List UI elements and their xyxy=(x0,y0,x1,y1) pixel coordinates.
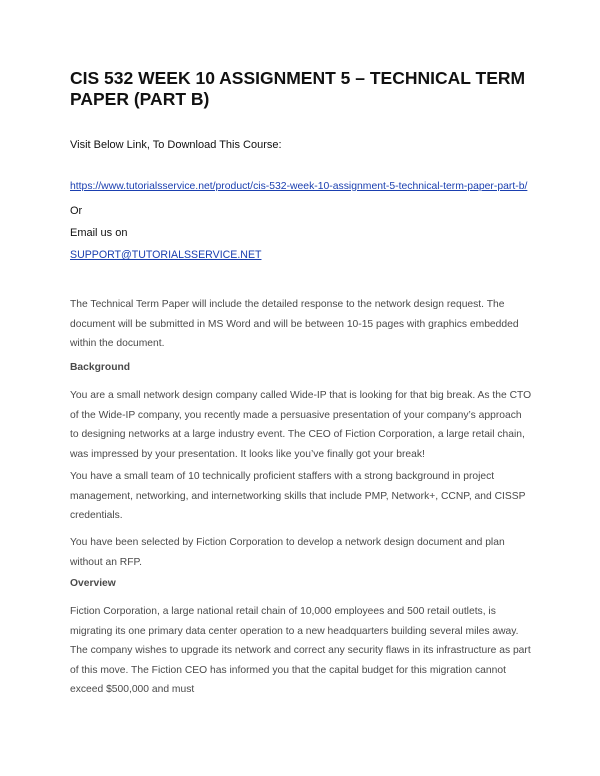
email-link[interactable]: SUPPORT@TUTORIALSSERVICE.NET xyxy=(70,249,262,261)
intro-text: Visit Below Link, To Download This Course: xyxy=(70,139,282,151)
paragraph-overview: Fiction Corporation, a large national retail chain of 10,000 employees and 500 retail outlets, is migrating its one primary data center operation to a new headquarters building several miles away. The company wishes to upgrade its network and correct any security flaws in its infrastructure as part of this move. The Fiction CEO has informed you that the capital budget for this migration cannot exceed $500,000 and must xyxy=(70,606,531,695)
paragraph-background: You are a small network design company called Wide-IP that is looking for that big break. As the CTO of the Wide-IP company, you recently made a persuasive presentation of your company’s approach to designing networks at a large industry event. The CEO of Fiction Corporation, a large retail chain, was impressed by your presentation. It looks like you’ve finally got your break! xyxy=(70,390,532,460)
background-heading: Background xyxy=(70,362,131,373)
or-text: Or xyxy=(70,205,83,217)
paragraph-selection: You have been selected by Fiction Corporation to develop a network design document and plan without an RFP. xyxy=(70,537,505,568)
course-link[interactable]: https://www.tutorialsservice.net/product/cis-532-week-10-assignment-5-technical-term-paper-part-b/ xyxy=(70,181,528,192)
overview-heading: Overview xyxy=(70,578,116,589)
paragraph-intro: The Technical Term Paper will include the detailed response to the network design request. The document will be submitted in MS Word and will be between 10-15 pages with graphics embedded within the document. xyxy=(70,299,519,349)
page-title: CIS 532 WEEK 10 ASSIGNMENT 5 – TECHNICAL TERM PAPER (PART B) xyxy=(70,68,526,109)
email-label: Email us on xyxy=(70,227,128,239)
paragraph-team: You have a small team of 10 technically proficient staffers with a strong background in project management, networking, and internetworking skills that include PMP, Network+, CCNP, and CISSP credentials. xyxy=(70,471,526,521)
